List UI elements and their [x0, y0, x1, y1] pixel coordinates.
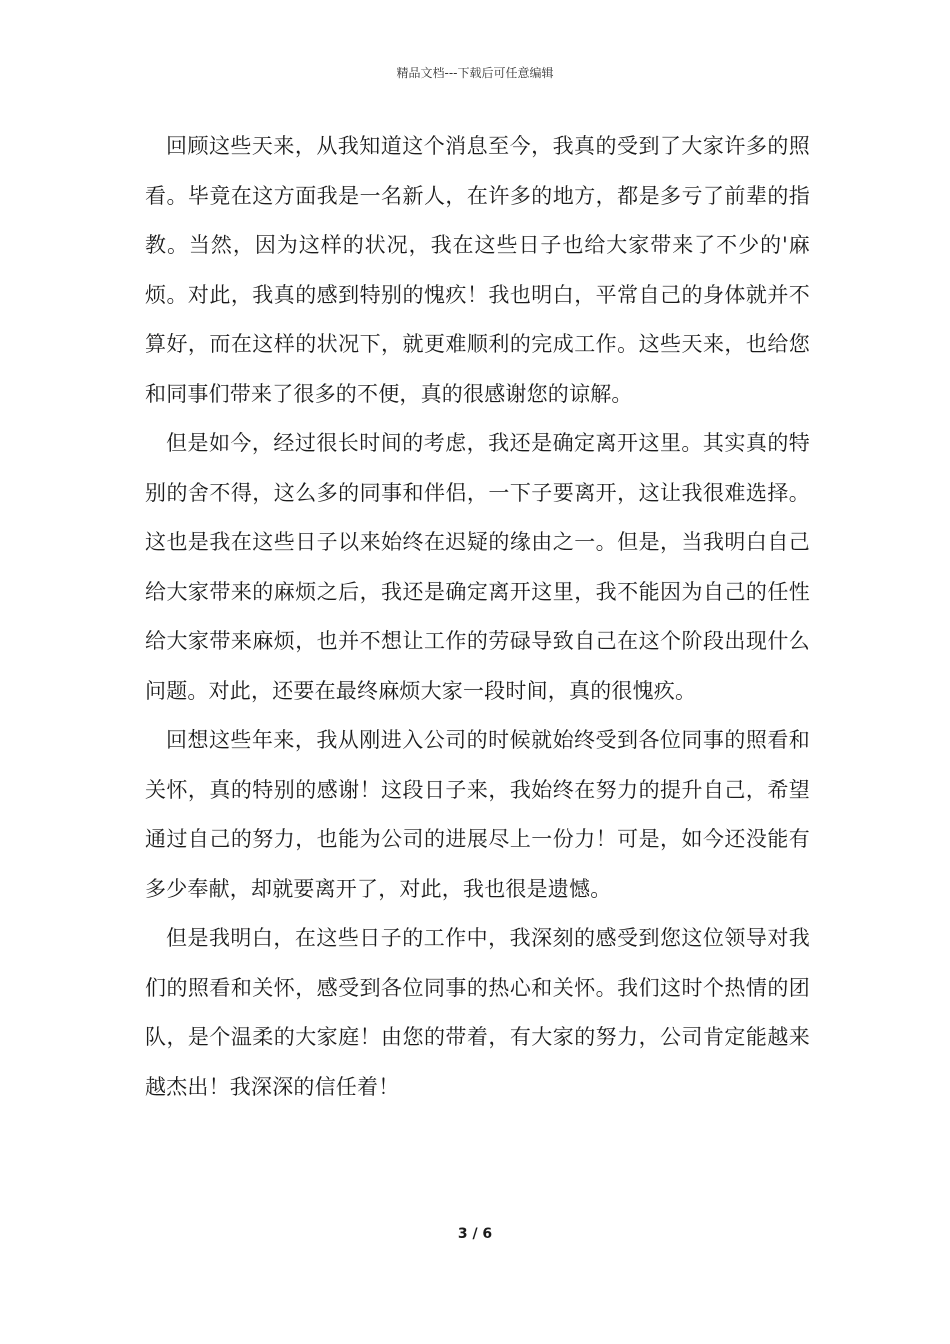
body-paragraph-4: 但是我明白，在这些日子的工作中，我深刻的感受到您这位领导对我们的照看和关怀，感受到各位同事的热心和关怀。我们这时个热情的团队，是个温柔的大家庭！由您的带着，有大家的努力，公司肯定能越来越杰出！我深深的信任着！ — [145, 926, 810, 1099]
body-paragraph-3: 回想这些年来，我从刚进入公司的时候就始终受到各位同事的照看和关怀，真的特别的感谢！这段日子来，我始终在努力的提升自己，希望通过自己的努力，也能为公司的进展尽上一份力！可是，如今还没能有多少奉献，却就要离开了，对此，我也很是遗憾。 — [145, 728, 810, 901]
page-number: 3 / 6 — [457, 1226, 493, 1242]
page-header: 精品文档---下载后可任意编辑 — [396, 66, 554, 80]
document-body — [145, 122, 810, 1112]
body-paragraph-1: 回顾这些天来，从我知道这个消息至今，我真的受到了大家许多的照看。毕竟在这方面我是一名新人，在许多的地方，都是多亏了前辈的指教。当然，因为这样的状况，我在这些日子也给大家带来了不少的'麻烦。对此，我真的感到特别的愧疚！我也明白，平常自己的身体就并不算好，而在这样的状况下，就更难顺利的完成工作。这些天来，也给您和同事们带来了很多的不便，真的很感谢您的谅解。 — [145, 134, 810, 406]
body-paragraph-2: 但是如今，经过很长时间的考虑，我还是确定离开这里。其实真的特别的舍不得，这么多的同事和伴侣，一下子要离开，这让我很难选择。这也是我在这些日子以来始终在迟疑的缘由之一。但是，当我明白自己给大家带来的麻烦之后，我还是确定离开这里，我不能因为自己的任性给大家带来麻烦，也并不想让工作的劳碌导致自己在这个阶段出现什么问题。对此，还要在最终麻烦大家一段时间，真的很愧疚。 — [145, 431, 810, 703]
